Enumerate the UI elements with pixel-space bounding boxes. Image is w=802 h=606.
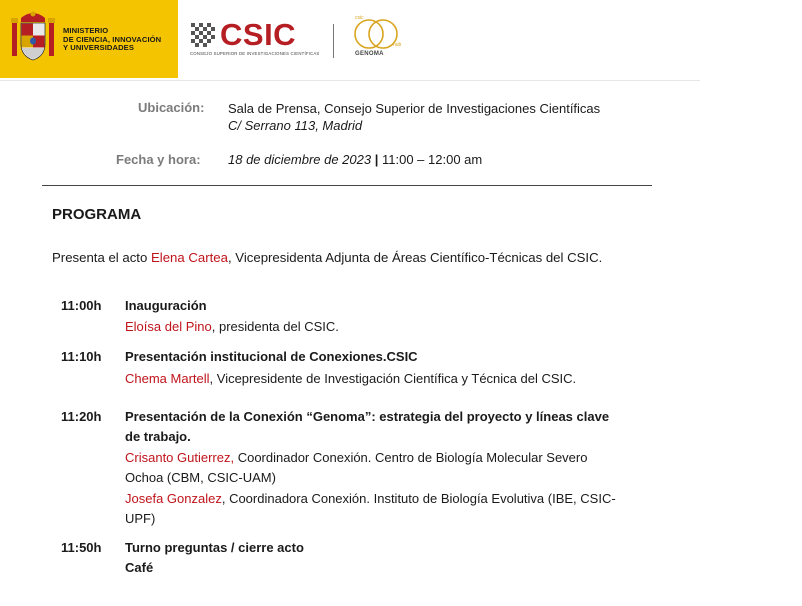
datetime-label: Fecha y hora: (116, 152, 201, 167)
speaker-name: Eloísa del Pino (125, 319, 212, 334)
ministry-logo (0, 0, 178, 78)
svg-text:hub: hub (393, 42, 402, 48)
agenda-title: Inauguración (125, 298, 207, 313)
presenter-prefix: Presenta el acto (52, 250, 151, 265)
agenda-speaker (125, 448, 595, 488)
speaker-role: , Coordinadora Conexión. Instituto de Biología Evolutiva (IBE, CSIC-UPF) (125, 491, 616, 526)
speaker-role: , Vicepresidente de Investigación Científica y Técnica del CSIC. (209, 371, 577, 386)
presenter-line (52, 250, 602, 265)
presenter-name: Elena Cartea (150, 250, 228, 265)
agenda-time: 11:00h (61, 298, 102, 313)
location-line1: Sala de Prensa, Consejo Superior de Investigaciones Científicas (228, 101, 601, 116)
speaker-name: Crisanto Gutierrez, (125, 450, 235, 465)
csic-logo (190, 18, 325, 63)
section-divider (42, 185, 652, 186)
agenda-time: 11:20h (61, 409, 102, 424)
csic-wordmark: CSIC (220, 17, 297, 52)
presenter-role: , Vicepresidenta Adjunta de Áreas Científico-Técnicas del CSIC. (227, 250, 603, 265)
agenda-speaker (125, 317, 645, 337)
speaker-name: Chema Martell (125, 371, 210, 386)
csic-subtitle: CONSEJO SUPERIOR DE INVESTIGACIONES CIENTÍFICAS (190, 51, 320, 56)
programa-title: PROGRAMA (52, 206, 142, 223)
svg-text:csic: csic (355, 15, 364, 21)
event-date: 18 de diciembre de 2023 (228, 152, 372, 167)
datetime-separator: | (374, 152, 379, 167)
csic-pattern-icon (190, 22, 216, 48)
agenda-speaker (125, 369, 645, 389)
location-label: Ubicación: (138, 100, 205, 115)
coat-of-arms-icon (8, 8, 58, 66)
datetime-value (228, 152, 482, 167)
speaker-role: Coordinador Conexión. Centro de Biología Molecular Severo Ochoa (CBM, CSIC-UAM) (125, 450, 588, 485)
agenda-speaker (125, 489, 625, 529)
ministry-name: MINISTERIO DE CIENCIA, INNOVACIÓN Y UNIVERSIDADES (63, 26, 162, 53)
location-line2: C/ Serrano 113, Madrid (228, 118, 363, 133)
agenda-time: 11:10h (61, 349, 102, 364)
hub-name: GENOMA (355, 51, 384, 57)
agenda-title: Presentación institucional de Conexiones.CSIC (125, 349, 418, 364)
speaker-role: , presidenta del CSIC. (211, 319, 339, 334)
agenda-subtitle: Café (125, 560, 154, 575)
agenda-title: Presentación de la Conexión “Genoma”: estrategia del proyecto y líneas clave de trabajo. (125, 409, 610, 444)
agenda-title: Turno preguntas / cierre acto (125, 540, 304, 555)
agenda-time: 11:50h (61, 540, 102, 555)
logo-divider (333, 24, 334, 58)
speaker-name: Josefa Gonzalez (125, 491, 222, 506)
event-time: 11:00 – 12:00 am (382, 152, 483, 167)
